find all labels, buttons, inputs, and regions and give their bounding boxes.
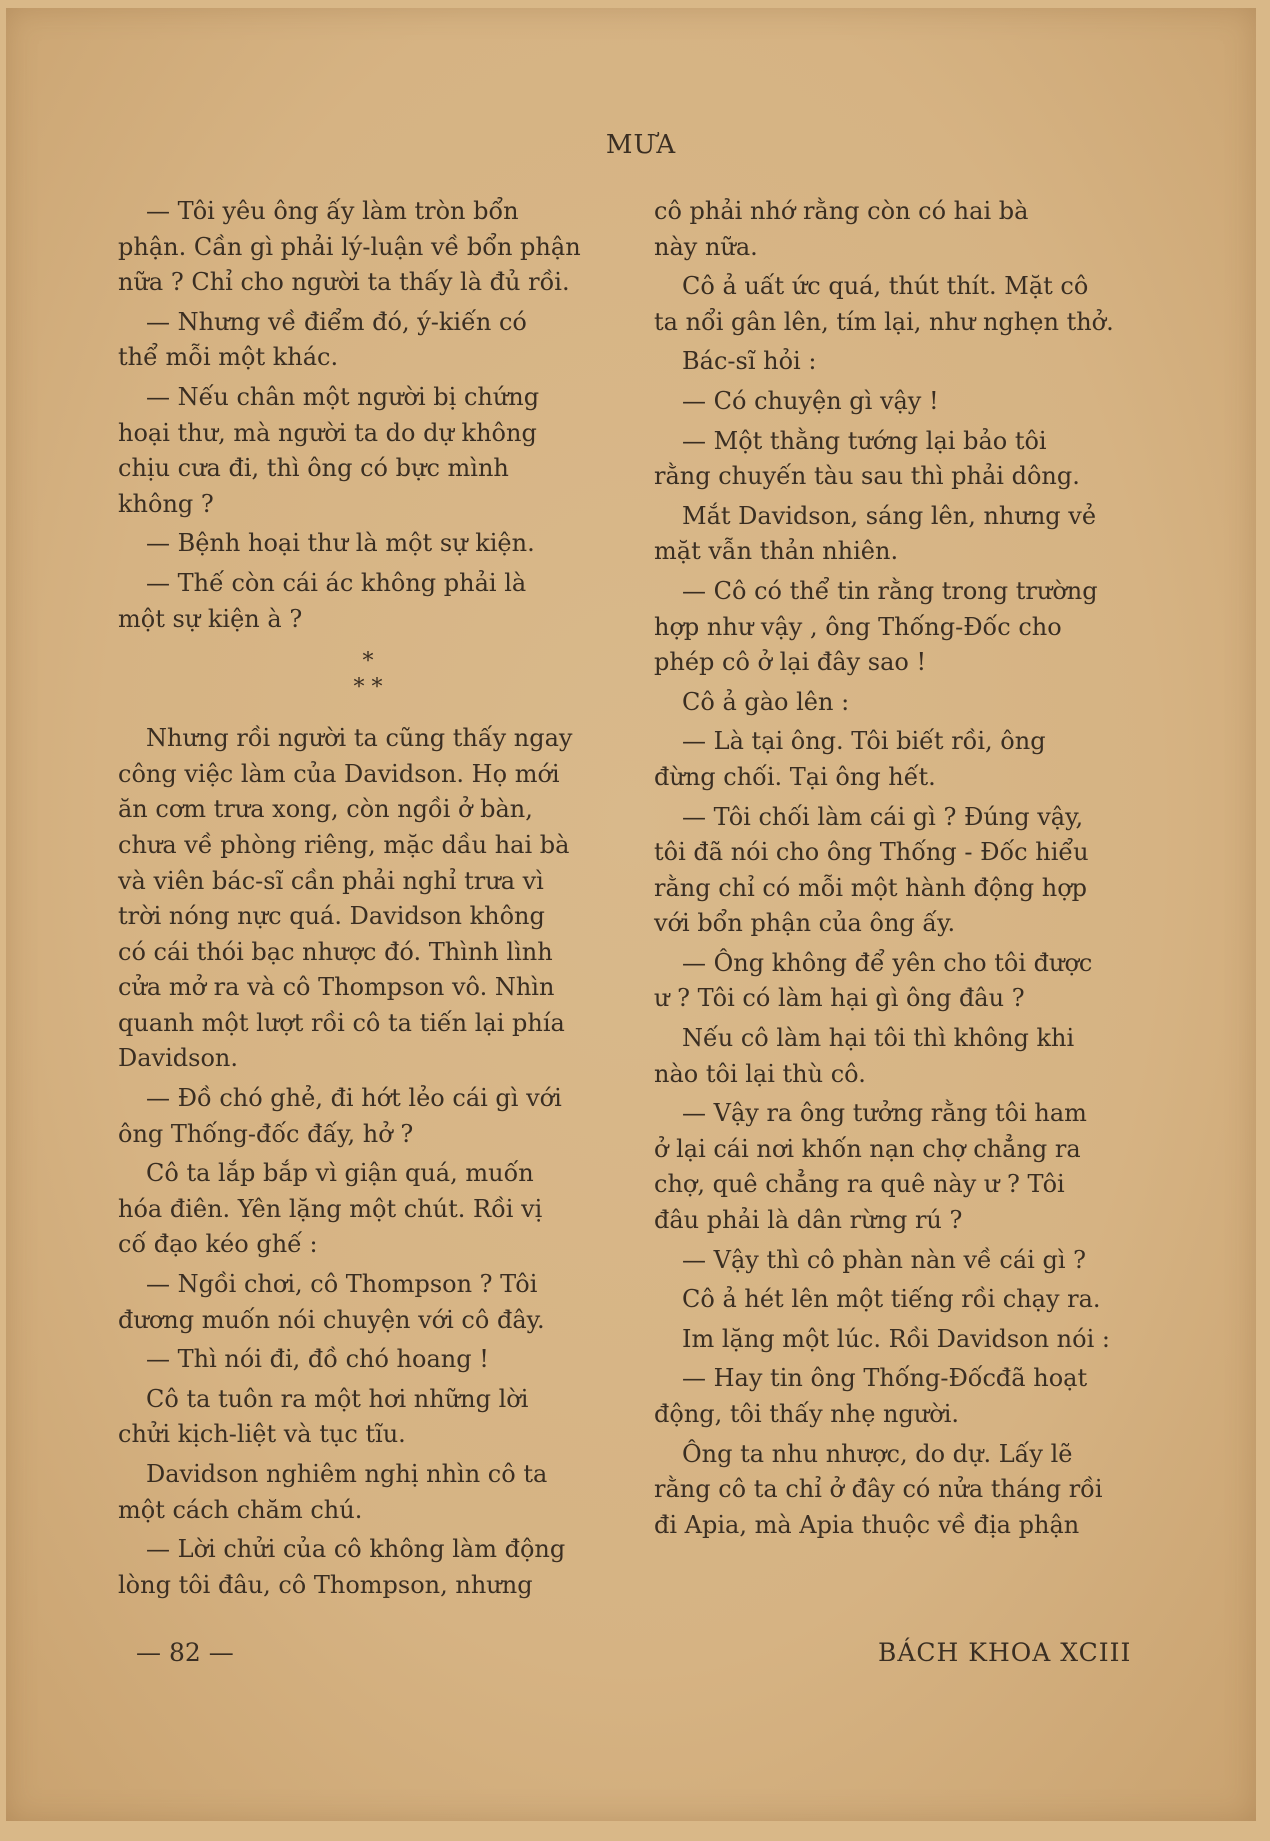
paragraph: Nếu cô làm hại tôi thì không khi nào tôi lại thù cô.	[654, 1024, 1075, 1088]
paragraph: — Cô có thể tin rằng trong trường hợp như vậy , ông Thống-Đốc cho phép cô ở lại đây sao !	[654, 576, 1098, 677]
paragraph: — Tôi chối làm cái gì ? Đúng vậy, tôi đã nói cho ông Thống - Đốc hiểu rằng chỉ có mỗi một hành động hợp với bổn phận của ông ấy.	[654, 802, 1089, 938]
paragraph: — Tôi yêu ông ấy làm tròn bổn phận. Cần gì phải lý-luận về bổn phận nữa ? Chỉ cho người ta thấy là đủ rồi.	[118, 197, 581, 297]
paragraph: — Thì nói đi, đồ chó hoang !	[146, 1345, 489, 1374]
running-title: MƯA	[605, 130, 677, 160]
paragraph: — Nếu chân một người bị chứng hoại thư, mà người ta do dự không chịu cưa đi, thì ông có bực mình không ?	[118, 382, 540, 518]
paragraph: Bác-sĩ hỏi :	[682, 347, 817, 376]
paragraph: Nhưng rồi người ta cũng thấy ngay công việc làm của Davidson. Họ mới ăn cơm trưa xong, còn ngồi ở bàn, chưa về phòng riêng, mặc dầu hai bà và viên bác-sĩ cần phải nghỉ trưa vì trời nóng nực quá. Davidson không có cái thói bạc nhược đó. Thình lình cửa mở ra và cô Thompson vô. Nhìn quanh một lượt rồi cô ta tiến lại phía Davidson.	[118, 724, 573, 1073]
paragraph: cô phải nhớ rằng còn có hai bà này nữa.	[654, 197, 1029, 261]
paragraph: Cô ả gào lên :	[682, 687, 850, 716]
page	[6, 8, 1256, 1821]
paragraph: — Hay tin ông Thống-Đốcđã hoạt động, tôi thấy nhẹ người.	[654, 1364, 1088, 1428]
paragraph: — Có chuyện gì vậy !	[682, 386, 939, 415]
paragraph: — Thế còn cái ác không phải là một sự kiện à ?	[118, 568, 527, 633]
paragraph: — Một thằng tướng lại bảo tôi rằng chuyến tàu sau thì phải dông.	[654, 426, 1080, 491]
right-column	[654, 194, 1164, 1547]
paragraph: — Ngồi chơi, cô Thompson ? Tôi đương muốn nói chuyện với cô đây.	[118, 1270, 545, 1334]
paragraph: Cô ả uất ức quá, thút thít. Mặt cô ta nổi gân lên, tím lại, như nghẹn thở.	[654, 272, 1114, 336]
paragraph: Mắt Davidson, sáng lên, nhưng vẻ mặt vẫn thản nhiên.	[654, 501, 1097, 566]
paragraph: — Vậy thì cô phàn nàn về cái gì ?	[682, 1245, 1086, 1274]
paragraph: Ông ta nhu nhược, do dự. Lấy lẽ rằng cô ta chỉ ở đây có nửa tháng rồi đi Apia, mà Apia thuộc về địa phận	[654, 1439, 1103, 1539]
paragraph: Cô ta lắp bắp vì giận quá, muốn hóa điên. Yên lặng một chút. Rồi vị cố đạo kéo ghế :	[118, 1159, 543, 1259]
paragraph: Im lặng một lúc. Rồi Davidson nói :	[682, 1324, 1110, 1353]
section-separator	[118, 649, 618, 701]
page-number: — 82 —	[136, 1638, 234, 1667]
paragraph: — Nhưng về điểm đó, ý-kiến có thể mỗi một khác.	[118, 307, 527, 372]
paragraph: — Là tại ông. Tôi biết rồi, ông đừng chối. Tại ông hết.	[654, 727, 1046, 791]
paragraph: — Ông không để yên cho tôi được ư ? Tôi có làm hại gì ông đâu ?	[654, 948, 1093, 1013]
paragraph: Cô ả hét lên một tiếng rồi chạy ra.	[682, 1285, 1101, 1314]
paragraph: — Vậy ra ông tưởng rằng tôi ham ở lại cái nơi khốn nạn chợ chẳng ra chợ, quê chẳng ra quê này ư ? Tôi đâu phải là dân rừng rú ?	[654, 1099, 1087, 1235]
paragraph: — Đồ chó ghẻ, đi hớt lẻo cái gì với ông Thống-đốc đấy, hở ?	[118, 1084, 562, 1148]
publication-name: BÁCH KHOA XCIII	[878, 1638, 1132, 1667]
separator-star-top: *	[362, 649, 374, 675]
paragraph: Cô ta tuôn ra một hơi những lời chửi kịch-liệt và tục tĩu.	[118, 1384, 529, 1449]
paragraph: — Bệnh hoại thư là một sự kiện.	[146, 529, 535, 558]
separator-stars-bottom: * *	[353, 675, 383, 701]
paragraph: — Lời chửi của cô không làm động lòng tôi đâu, cô Thompson, nhưng	[118, 1535, 566, 1599]
left-column	[118, 194, 618, 1607]
paragraph: Davidson nghiêm nghị nhìn cô ta một cách chăm chú.	[118, 1460, 548, 1524]
